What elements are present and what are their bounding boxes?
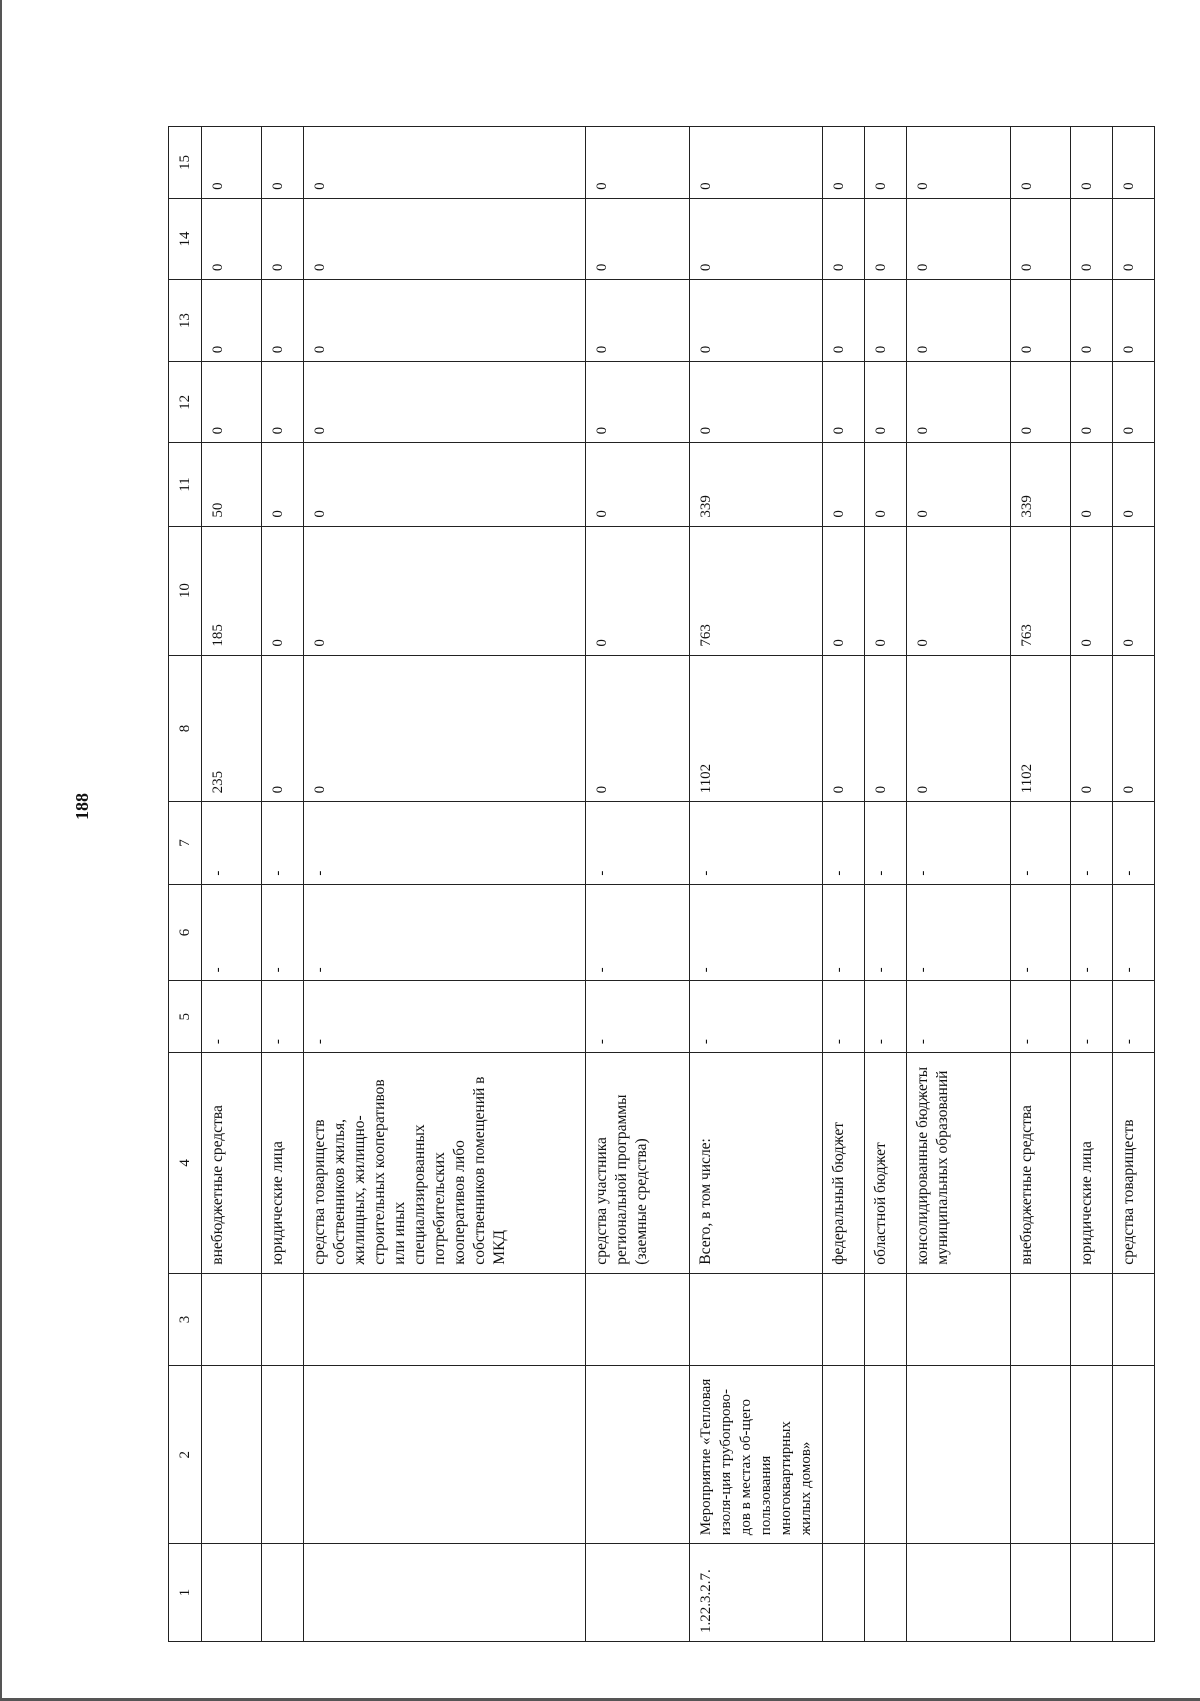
table-cell [865, 1366, 907, 1544]
table-row [262, 127, 304, 1642]
table-cell: 235 [202, 655, 262, 802]
table-cell: - [865, 884, 907, 981]
table-cell: 0 [865, 280, 907, 362]
table-cell: 50 [202, 443, 262, 526]
table-cell [262, 1544, 304, 1642]
table-cell: 185 [202, 526, 262, 655]
table-cell [865, 1544, 907, 1642]
table-cell: - [202, 884, 262, 981]
table-cell: 0 [202, 198, 262, 279]
table-cell [1071, 1273, 1113, 1366]
table-cell: 0 [690, 127, 823, 199]
page-number: 188 [72, 793, 92, 820]
table-cell: - [1113, 884, 1155, 981]
table-cell: 0 [586, 198, 690, 279]
table-cell: 0 [823, 362, 865, 443]
table-row [823, 127, 865, 1642]
table-cell [304, 1273, 586, 1366]
table-cell: средства товариществ [1113, 1053, 1155, 1274]
table-cell: - [262, 802, 304, 884]
table-cell: 0 [907, 198, 1011, 279]
table-cell: 1.22.3.2.7. [690, 1544, 823, 1642]
table-cell: 0 [1113, 198, 1155, 279]
table-row [690, 127, 823, 1642]
table-cell: консолидированные бюджеты муниципальных образований [907, 1053, 1011, 1274]
table-cell: - [262, 884, 304, 981]
table-cell: 0 [202, 280, 262, 362]
table-cell: 1102 [690, 655, 823, 802]
table-cell: - [586, 981, 690, 1053]
table-row [907, 127, 1011, 1642]
table-row [1113, 127, 1155, 1642]
table-cell: 0 [1011, 280, 1071, 362]
table-cell: - [823, 981, 865, 1053]
table-row [202, 127, 262, 1642]
table-cell: 0 [1071, 198, 1113, 279]
table-cell: - [907, 981, 1011, 1053]
table-cell: - [907, 802, 1011, 884]
table-cell [823, 1544, 865, 1642]
table-cell [202, 1366, 262, 1544]
table-cell: юридические лица [262, 1053, 304, 1274]
table-cell: областной бюджет [865, 1053, 907, 1274]
table-cell: 0 [823, 526, 865, 655]
table-cell: 0 [823, 280, 865, 362]
table-cell: 0 [1071, 280, 1113, 362]
column-header: 1 [169, 1544, 202, 1642]
table-cell: - [1113, 981, 1155, 1053]
table-cell: - [690, 884, 823, 981]
table-cell [304, 1544, 586, 1642]
table-cell: - [1011, 884, 1071, 981]
column-header: 10 [169, 526, 202, 655]
table-cell: 0 [1113, 443, 1155, 526]
table-cell [690, 1273, 823, 1366]
table-cell: 0 [865, 127, 907, 199]
table-cell: 0 [1113, 127, 1155, 199]
table-cell: - [586, 884, 690, 981]
table-cell: 0 [1071, 127, 1113, 199]
table-row [586, 127, 690, 1642]
table-cell: 0 [304, 198, 586, 279]
table-cell: 0 [823, 443, 865, 526]
table-cell: 0 [823, 655, 865, 802]
table-cell: - [304, 884, 586, 981]
table-cell: - [823, 884, 865, 981]
table-cell [865, 1273, 907, 1366]
table-cell [1011, 1273, 1071, 1366]
table-cell: - [1071, 981, 1113, 1053]
table-cell: - [865, 802, 907, 884]
column-header: 8 [169, 655, 202, 802]
table-cell [586, 1544, 690, 1642]
table-cell: 763 [690, 526, 823, 655]
table-cell: 0 [586, 443, 690, 526]
table-cell: - [202, 981, 262, 1053]
table-cell: 0 [1011, 198, 1071, 279]
table-header-row [169, 127, 202, 1642]
table-cell: 0 [1113, 280, 1155, 362]
table-cell [823, 1273, 865, 1366]
table-cell: - [690, 981, 823, 1053]
table-cell: 0 [823, 198, 865, 279]
table-cell [304, 1366, 586, 1544]
table-cell: 0 [304, 127, 586, 199]
table-cell: 0 [1071, 443, 1113, 526]
table-cell: 0 [690, 198, 823, 279]
table-cell [1113, 1273, 1155, 1366]
table-cell: 0 [865, 526, 907, 655]
table-cell: Мероприятие «Тепловая изоля-ция трубопрово-дов в местах об-щего пользования многоквартирных жилых домов» [690, 1366, 823, 1544]
table-cell: 0 [865, 655, 907, 802]
column-header: 3 [169, 1273, 202, 1366]
table-cell: - [304, 802, 586, 884]
table-cell [907, 1544, 1011, 1642]
table-cell: средства участника региональной программы (заемные средства) [586, 1053, 690, 1274]
table-cell: 0 [304, 655, 586, 802]
table-cell: 0 [1071, 526, 1113, 655]
table-cell [586, 1273, 690, 1366]
column-header: 4 [169, 1053, 202, 1274]
table-cell: 0 [304, 443, 586, 526]
table-cell [907, 1273, 1011, 1366]
table-cell: 0 [586, 655, 690, 802]
table-cell: 0 [262, 443, 304, 526]
table-cell: юридические лица [1071, 1053, 1113, 1274]
table-cell: 0 [202, 362, 262, 443]
column-header: 7 [169, 802, 202, 884]
table-cell [586, 1366, 690, 1544]
column-header: 2 [169, 1366, 202, 1544]
table-cell: 0 [1011, 127, 1071, 199]
column-header: 12 [169, 362, 202, 443]
table-cell: федеральный бюджет [823, 1053, 865, 1274]
column-header: 13 [169, 280, 202, 362]
table-cell: 0 [907, 280, 1011, 362]
table-cell: 0 [1071, 362, 1113, 443]
table-cell: 763 [1011, 526, 1071, 655]
table-cell: - [262, 981, 304, 1053]
table-cell: 0 [865, 443, 907, 526]
table-cell: 0 [262, 362, 304, 443]
table-cell: - [1071, 802, 1113, 884]
table-cell: 0 [907, 362, 1011, 443]
table-cell [262, 1366, 304, 1544]
table-cell: - [823, 802, 865, 884]
table-cell: 0 [823, 127, 865, 199]
table-cell: - [865, 981, 907, 1053]
table-row [865, 127, 907, 1642]
table-cell: 0 [1113, 526, 1155, 655]
rotated-table-wrapper [168, 126, 1155, 1642]
table-cell: 0 [907, 443, 1011, 526]
table-cell: - [1011, 802, 1071, 884]
table-cell: 0 [907, 526, 1011, 655]
table-cell: 0 [586, 127, 690, 199]
column-header: 6 [169, 884, 202, 981]
table-cell: - [690, 802, 823, 884]
table-cell: - [202, 802, 262, 884]
table-cell: 0 [690, 362, 823, 443]
table-cell: - [1071, 884, 1113, 981]
table-cell: - [1011, 981, 1071, 1053]
table-cell [1071, 1544, 1113, 1642]
table-cell: - [586, 802, 690, 884]
table-cell [202, 1544, 262, 1642]
table-cell: 0 [202, 127, 262, 199]
table-cell: 0 [304, 526, 586, 655]
table-cell: 0 [304, 362, 586, 443]
table-cell: средства товариществ собственников жилья, жилищных, жилищно-строительных кооперативов или иных специализированных потребительских кооперативов либо собственников помещений в МКД [304, 1053, 586, 1274]
table-cell [262, 1273, 304, 1366]
table-cell: 0 [1011, 362, 1071, 443]
table-cell: 0 [907, 655, 1011, 802]
table-cell: 0 [262, 280, 304, 362]
table-cell: 0 [304, 280, 586, 362]
table-cell: 0 [586, 362, 690, 443]
table-cell [1113, 1366, 1155, 1544]
table-cell [1011, 1544, 1071, 1642]
table-row [1071, 127, 1113, 1642]
table-row [304, 127, 586, 1642]
column-header: 15 [169, 127, 202, 199]
table-cell [823, 1366, 865, 1544]
column-header: 14 [169, 198, 202, 279]
column-header: 11 [169, 443, 202, 526]
table-cell: - [1113, 802, 1155, 884]
table-cell: 0 [262, 655, 304, 802]
table-cell [1071, 1366, 1113, 1544]
table-cell [907, 1366, 1011, 1544]
table-cell: 339 [1011, 443, 1071, 526]
table-cell [1011, 1366, 1071, 1544]
table-cell: - [907, 884, 1011, 981]
table-cell: 0 [262, 127, 304, 199]
table-cell: Всего, в том числе: [690, 1053, 823, 1274]
table-cell: 0 [865, 362, 907, 443]
table-cell: внебюджетные средства [1011, 1053, 1071, 1274]
budget-table [168, 126, 1155, 1642]
table-cell: 0 [262, 198, 304, 279]
table-cell: 339 [690, 443, 823, 526]
table-cell: 0 [1071, 655, 1113, 802]
table-cell: внебюджетные средства [202, 1053, 262, 1274]
table-cell: 1102 [1011, 655, 1071, 802]
table-cell: 0 [865, 198, 907, 279]
table-cell [202, 1273, 262, 1366]
table-cell: 0 [907, 127, 1011, 199]
table-cell: 0 [1113, 655, 1155, 802]
table-cell: 0 [586, 526, 690, 655]
table-cell: 0 [1113, 362, 1155, 443]
column-header: 5 [169, 981, 202, 1053]
table-cell: 0 [586, 280, 690, 362]
scan-border-left [0, 0, 2, 1701]
table-cell: 0 [690, 280, 823, 362]
table-row [1011, 127, 1071, 1642]
table-cell: - [304, 981, 586, 1053]
table-cell: 0 [262, 526, 304, 655]
table-cell [1113, 1544, 1155, 1642]
